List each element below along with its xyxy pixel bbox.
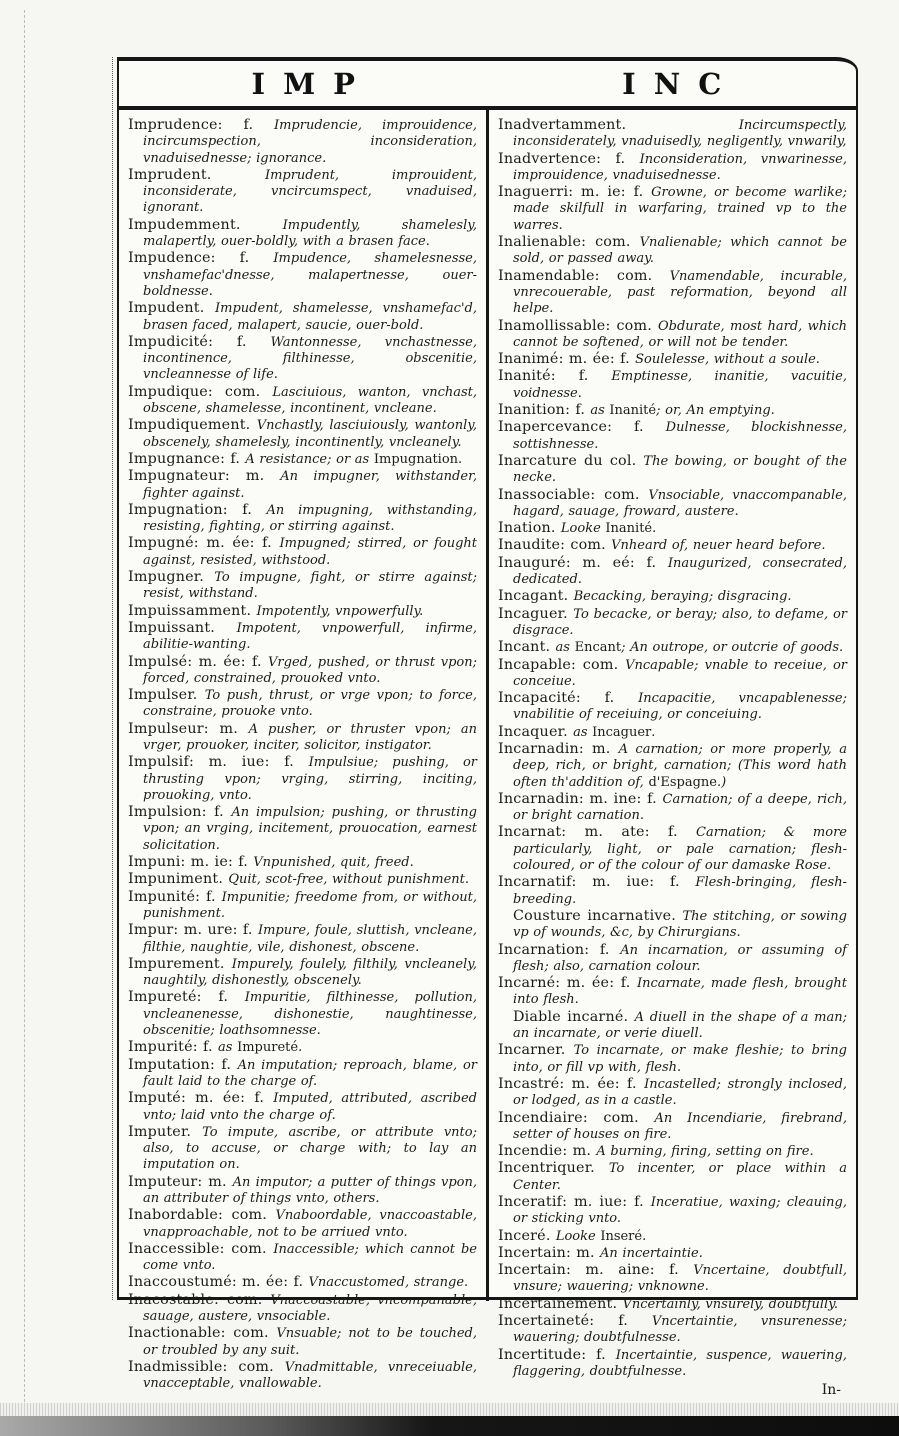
entry-definition: Inconsideration, vnwarinesse, improuidence, vnaduisednesse. xyxy=(513,151,847,183)
entry-definition: An incarnation, or assuming of flesh; also, carnation colour. xyxy=(513,942,847,974)
entry-headword: Incentriquer. xyxy=(498,1160,609,1177)
entry-definition: A pusher, or thruster vpon; an vrger, prouoker, inciter, solicitor, instigator. xyxy=(143,721,477,753)
entry-headword: Inauguré: m. eé: f. xyxy=(498,554,668,571)
dictionary-entry xyxy=(128,1174,477,1208)
entry-headword: Incendie: m. xyxy=(498,1143,597,1160)
entry-headword: Impuniment. xyxy=(128,871,229,888)
entry-definition: Imprudencie, improuidence, incircumspection, inconsideration, vnaduisednesse; ignorance. xyxy=(143,118,477,166)
entry-headword: Imputé: m. ée: f. xyxy=(128,1090,274,1107)
entry-headword: Inanimé: m. ée: f. xyxy=(498,351,636,368)
entry-headword: Incant. xyxy=(498,639,556,656)
entry-crossref: Inseré xyxy=(600,1228,643,1244)
entry-definition: An imputor; a putter of things vpon, an attributer of things vnto, others. xyxy=(143,1174,478,1206)
dictionary-entry xyxy=(128,603,477,620)
dictionary-entry xyxy=(128,167,477,217)
entry-definition: Incertaintie, suspence, wauering, flaggering, doubtfulnesse. xyxy=(513,1347,847,1379)
dictionary-entry xyxy=(128,889,477,923)
entry-headword: Inaccoustumé: m. ée: f. xyxy=(128,1274,309,1291)
entry-headword: Impugnance: f. xyxy=(128,450,246,467)
entry-definition: Looke xyxy=(560,521,606,537)
dictionary-entry xyxy=(498,1143,847,1160)
dictionary-entry xyxy=(498,1262,847,1296)
entry-definition: . xyxy=(458,451,463,467)
dictionary-entry xyxy=(128,300,477,334)
entry-definition: To push, thrust, or vrge vpon; to force, constraine, prouoke vnto. xyxy=(143,688,477,720)
entry-headword: Incapable: com. xyxy=(498,656,626,673)
entry-definition: The stitching, or sowing vp of wounds, &c, by Chirurgians. xyxy=(513,908,847,941)
entry-definition: Incapacitie, vncapablenesse; vnabilitie of receiuing, or conceiuing. xyxy=(513,691,847,723)
entry-headword: Incarnation: f. xyxy=(498,941,621,958)
entry-definition: To incenter, or place within a Center. xyxy=(513,1161,847,1193)
entry-definition: Impulsiue; pushing, or thrusting vpon; vrging, stirring, inciting, prouoking, vnto. xyxy=(143,755,477,803)
dictionary-entry xyxy=(498,419,847,453)
entry-definition: ; or, An emptying. xyxy=(656,403,775,419)
entry-headword: Imputer. xyxy=(128,1123,203,1140)
entry-headword: Incertitude: f. xyxy=(498,1346,616,1363)
dictionary-entry xyxy=(128,1090,477,1124)
entry-headword: Inassociable: com. xyxy=(498,486,649,503)
dictionary-entry xyxy=(128,384,477,418)
entry-definition: Soulelesse, without a soule. xyxy=(635,352,820,368)
entry-definition: Growne, or become warlike; made skilfull in warfaring, trained vp to the warres. xyxy=(513,185,847,233)
entry-definition: Impudently, shamelesly, malapertly, ouer-boldly, with a brasen face. xyxy=(143,217,477,250)
entry-definition: A resistance; or as xyxy=(245,451,374,467)
entry-definition: Vnaccoastable, vncompanable, sauage, austere, vnsociable. xyxy=(143,1292,477,1325)
column-right xyxy=(489,110,856,1399)
entry-definition: . xyxy=(651,724,656,740)
entry-definition: . xyxy=(652,521,657,537)
column-left xyxy=(119,110,489,1392)
entry-headword: Incaquer. xyxy=(498,723,574,740)
entry-headword: Impulseur: m. xyxy=(128,720,249,737)
entry-headword: Impudicité: f. xyxy=(128,333,271,350)
entry-definition: An impugner, withstander, fighter against. xyxy=(143,469,477,501)
entry-headword: Incapacité: f. xyxy=(498,690,639,707)
entry-headword: Inadmissible: com. xyxy=(128,1358,285,1375)
entry-headword: Incagant. xyxy=(498,588,574,605)
column-left-entries xyxy=(128,117,477,1393)
entry-definition: Carnation; of a deepe, rich, or bright carnation. xyxy=(513,791,847,824)
entry-crossref: Incaguer xyxy=(592,724,652,740)
entry-crossref: Encant xyxy=(574,640,622,656)
entry-headword: Impugner. xyxy=(128,569,215,586)
dictionary-entry xyxy=(498,1347,847,1381)
dictionary-entry xyxy=(128,334,477,384)
entry-headword: Inadvertamment. xyxy=(498,117,739,133)
entry-headword: Impudiquement. xyxy=(128,417,257,434)
entry-headword: Impuissant. xyxy=(128,619,237,636)
dictionary-entry xyxy=(498,1313,847,1347)
dictionary-entry xyxy=(128,1057,477,1091)
entry-headword: Inalienable: com. xyxy=(498,234,640,251)
entry-definition: Inaccessible; which cannot be come vnto. xyxy=(143,1241,477,1274)
catchword: In- xyxy=(821,1382,841,1399)
dictionary-entry xyxy=(498,184,847,234)
entry-headword: Impugnation: f. xyxy=(128,501,267,518)
entry-headword: Impulser. xyxy=(128,687,205,704)
dictionary-entry xyxy=(128,117,477,167)
entry-headword: Imprudence: f. xyxy=(128,117,274,133)
entry-headword: Impugné: m. ée: f. xyxy=(128,535,280,552)
entry-definition: Incircumspectly, inconsiderately, vnaduisedly, negligently, vnwarily, xyxy=(513,118,847,150)
dictionary-entry xyxy=(498,234,847,268)
scan-bottom-dark-band-artifact xyxy=(0,1416,899,1436)
scan-edge-artifact xyxy=(24,10,25,1402)
entry-definition: Impugned; stirred, or fought against, resisted, withstood. xyxy=(143,536,477,568)
entry-headword: Imputation: f. xyxy=(128,1056,238,1073)
entry-headword: Impureté: f. xyxy=(128,989,245,1006)
dictionary-entry xyxy=(128,721,477,755)
dictionary-entry xyxy=(128,1241,477,1275)
entry-headword: Inabordable: com. xyxy=(128,1207,276,1224)
entry-definition: Imputed, attributed, ascribed vnto; laid vnto the charge of. xyxy=(143,1091,477,1123)
dictionary-entry xyxy=(128,250,477,300)
entry-definition: Quit, scot-free, without punishment. xyxy=(228,872,470,888)
entry-headword: Incaguer. xyxy=(498,605,574,622)
entry-headword: Incarnadin: m. ine: f. xyxy=(498,790,663,807)
dictionary-entry xyxy=(128,1274,477,1291)
entry-headword: Inceré. xyxy=(498,1227,556,1244)
dictionary-entry xyxy=(498,606,847,640)
entry-headword: Impulsif: m. iue: f. xyxy=(128,754,309,771)
dictionary-entry xyxy=(498,639,847,656)
entry-headword: Inamollissable: com. xyxy=(498,317,658,334)
entry-headword: Impulsion: f. xyxy=(128,804,232,821)
entry-definition: An impulsion; pushing, or thrusting vpon; an vrging, incitement, prouocation, earnest solicitation. xyxy=(143,805,477,853)
dictionary-entry xyxy=(128,535,477,569)
entry-headword: Incastré: m. ée: f. xyxy=(498,1075,645,1092)
entry-headword: Impuni: m. ie: f. xyxy=(128,854,254,871)
entry-definition: as xyxy=(555,640,575,656)
column-right-entries xyxy=(498,117,847,1380)
dictionary-entry xyxy=(498,351,847,368)
dictionary-entry xyxy=(128,1124,477,1174)
entry-definition: To impute, ascribe, or attribute vnto; also, to accuse, or charge with; to lay an imputation on. xyxy=(143,1124,477,1173)
text-columns xyxy=(119,110,856,1399)
entry-definition: To becacke, or beray; also, to defame, or disgrace. xyxy=(513,606,847,638)
dictionary-entry xyxy=(128,1359,477,1393)
entry-definition: Impuritie, filthinesse, pollution, vncleanenesse, dishonestie, naughtinesse, obscenitie; loathsomnesse. xyxy=(143,990,477,1039)
dictionary-entry xyxy=(498,874,847,908)
entry-headword: Inaccessible: com. xyxy=(128,1240,274,1257)
entry-definition: Inaugurized, consecrated, dedicated. xyxy=(513,555,847,588)
dictionary-entry xyxy=(128,754,477,804)
entry-definition: Impudent, shamelesse, vnshamefac'd, brasen faced, malapert, saucie, ouer-bold. xyxy=(143,301,477,333)
dictionary-entry xyxy=(128,451,477,468)
entry-definition: .) xyxy=(716,774,727,790)
entry-definition: A burning, firing, setting on fire. xyxy=(596,1144,814,1160)
dictionary-entry xyxy=(498,975,847,1009)
entry-headword: Inamendable: com. xyxy=(498,267,670,284)
entry-headword: Ination. xyxy=(498,520,561,537)
dictionary-entry xyxy=(498,1110,847,1144)
entry-headword: Incarné: m. ée: f. xyxy=(498,975,638,992)
entry-definition: Impurely, foulely, filthily, vncleanely, naughtily, dishonestly, obscenely. xyxy=(143,956,477,989)
dictionary-entry xyxy=(128,1292,477,1326)
entry-definition: Vnsociable, vnaccompanable, hagard, sauage, froward, austere. xyxy=(513,487,847,519)
entry-definition: Vnpunished, quit, freed. xyxy=(253,855,414,871)
entry-headword: Incarner. xyxy=(498,1042,574,1059)
entry-definition: Impunitie; freedome from, or without, punishment. xyxy=(143,889,477,921)
entry-headword: Impurité: f. xyxy=(128,1039,219,1056)
entry-headword: Inarcature du col. xyxy=(498,452,644,469)
dictionary-entry xyxy=(128,922,477,956)
dictionary-entry xyxy=(498,1042,847,1076)
entry-headword: Incendiaire: com. xyxy=(498,1109,655,1126)
entry-definition: An Incendiarie, firebrand, setter of houses on fire. xyxy=(513,1110,847,1142)
running-header xyxy=(119,61,856,110)
entry-definition: Vncertainly, vnsurely, doubtfully. xyxy=(622,1296,838,1312)
entry-headword: Incarnadin: m. xyxy=(498,740,619,757)
dictionary-entry xyxy=(128,1207,477,1241)
entry-headword: Incertainement. xyxy=(498,1295,623,1312)
dictionary-entry xyxy=(498,908,847,942)
entry-definition: The bowing, or bought of the necke. xyxy=(513,453,847,486)
printed-page-frame xyxy=(117,57,858,1399)
dictionary-entry xyxy=(498,1160,847,1194)
dictionary-entry xyxy=(498,942,847,976)
entry-definition: Vncapable; vnable to receiue, or conceiue. xyxy=(513,657,847,689)
dictionary-entry xyxy=(498,537,847,554)
entry-headword: Impudent. xyxy=(128,300,216,317)
dictionary-entry xyxy=(128,687,477,721)
entry-crossref: Inanité xyxy=(605,521,653,537)
dictionary-entry xyxy=(498,1228,847,1245)
dictionary-entry xyxy=(498,690,847,724)
entry-definition: Vnheard of, neuer heard before. xyxy=(611,538,826,554)
entry-definition: Vnadmittable, vnreceiuable, vnacceptable, vnallowable. xyxy=(143,1359,478,1392)
entry-headword: Incertain: m. xyxy=(498,1244,601,1261)
dictionary-entry xyxy=(498,724,847,741)
entry-headword: Inanité: f. xyxy=(498,368,612,385)
entry-headword: Impulsé: m. ée: f. xyxy=(128,653,269,670)
entry-definition: Vnalienable; which cannot be sold, or passed away. xyxy=(513,235,847,267)
entry-definition: Obdurate, most hard, which cannot be softened, or will not be tender. xyxy=(513,318,847,350)
entry-definition: Looke xyxy=(555,1228,601,1244)
dictionary-entry xyxy=(128,620,477,654)
entry-definition: Impotently, vnpowerfully. xyxy=(256,603,424,619)
scan-bottom-speckle-artifact xyxy=(0,1403,899,1416)
entry-headword: Impurement. xyxy=(128,955,232,972)
entry-headword: Incarnatif: m. iue: f. xyxy=(498,874,696,891)
entry-headword: Impudemment. xyxy=(128,216,283,233)
entry-definition: Vncertaine, doubtfull, vnsure; wauering; vnknowne. xyxy=(513,1263,847,1295)
entry-definition: Vrged, pushed, or thrust vpon; forced, constrained, prouoked vnto. xyxy=(143,654,477,686)
entry-definition: A diuell in the shape of a man; an incarnate, or verie diuell. xyxy=(513,1009,847,1042)
entry-definition: as xyxy=(218,1040,238,1056)
dictionary-entry xyxy=(498,520,847,537)
entry-definition: ; An outrope, or outcrie of goods. xyxy=(621,640,844,656)
dictionary-entry xyxy=(498,1194,847,1228)
entry-headword: Inaguerri: m. ie: f. xyxy=(498,184,652,201)
dictionary-entry xyxy=(498,117,847,151)
entry-definition: Vnaboordable, vnaccoastable, vnapproachable, not to be arriued vnto. xyxy=(143,1208,477,1240)
entry-crossref: d'Espagne xyxy=(648,774,717,790)
entry-headword: Inadvertence: f. xyxy=(498,150,640,167)
dictionary-entry xyxy=(128,871,477,888)
dictionary-entry xyxy=(498,588,847,605)
entry-headword: Inaudite: com. xyxy=(498,537,612,554)
running-header-left: IMP xyxy=(251,66,373,101)
dictionary-entry xyxy=(498,1009,847,1043)
entry-headword: Impugnateur: m. xyxy=(128,468,281,485)
entry-crossref: Inanité xyxy=(609,403,657,419)
entry-headword: Incertain: m. aine: f. xyxy=(498,1262,694,1279)
dictionary-entry xyxy=(128,569,477,603)
entry-definition: Incarnate, made flesh, brought into flesh. xyxy=(513,976,847,1008)
entry-definition: Lasciuious, wanton, vnchast, obscene, shamelesse, incontinent, vncleane. xyxy=(143,384,477,417)
entry-headword: Incertaineté: f. xyxy=(498,1313,652,1330)
entry-definition: Vnamendable, incurable, vnrecouerable, past reformation, beyond all helpe. xyxy=(513,268,848,317)
entry-definition: A carnation; or more properly, a deep, rich, or bright, carnation; (This word hath often th'addition of, xyxy=(513,741,847,790)
entry-definition: Inceratiue, waxing; cleauing, or sticking vnto. xyxy=(513,1195,847,1227)
entry-headword: Imprudent. xyxy=(128,166,265,183)
dictionary-entry xyxy=(498,741,847,791)
entry-definition: To impugne, fight, or stirre against; resist, withstand. xyxy=(143,570,477,602)
dictionary-entry xyxy=(498,791,847,825)
entry-headword: Impudique: com. xyxy=(128,383,273,400)
entry-definition: Vnchastly, lasciuiously, wantonly, obscenely, shamelesly, incontinently, vncleanely. xyxy=(143,418,477,450)
entry-headword: Impunité: f. xyxy=(128,888,222,905)
dictionary-entry xyxy=(128,854,477,871)
entry-headword: Inanition: f. xyxy=(498,402,591,419)
entry-headword: Cousture incarnative. xyxy=(513,907,683,924)
dictionary-entry xyxy=(128,654,477,688)
entry-definition: Dulnesse, blockishnesse, sottishnesse. xyxy=(513,420,847,452)
dictionary-entry xyxy=(128,956,477,990)
entry-definition: Incastelled; strongly inclosed, or lodged, as in a castle. xyxy=(513,1076,847,1109)
entry-headword: Inactionable: com. xyxy=(128,1325,277,1342)
dictionary-entry xyxy=(498,824,847,874)
entry-definition: Vnaccustomed, strange. xyxy=(308,1275,469,1291)
entry-headword: Inapercevance: f. xyxy=(498,419,666,436)
entry-crossref: Impureté xyxy=(237,1040,299,1056)
dictionary-entry xyxy=(498,657,847,691)
entry-headword: Imputeur: m. xyxy=(128,1173,233,1190)
dictionary-entry xyxy=(498,487,847,521)
entry-headword: Impur: m. ure: f. xyxy=(128,922,258,939)
dictionary-entry xyxy=(498,318,847,352)
running-header-right: INC xyxy=(622,66,740,101)
entry-headword: Diable incarné. xyxy=(513,1008,635,1025)
entry-definition: Wantonnesse, vnchastnesse, incontinence, filthinesse, obscenitie, vncleannesse of life. xyxy=(143,334,477,383)
entry-headword: Incarnat: m. ate: f. xyxy=(498,824,697,841)
entry-definition: . xyxy=(298,1040,303,1056)
dictionary-entry xyxy=(128,417,477,451)
dictionary-entry xyxy=(498,368,847,402)
entry-definition: Impure, foule, sluttish, vncleane, filthie, naughtie, vile, dishonest, obscene. xyxy=(143,923,477,955)
entry-headword: Inacostable: com. xyxy=(128,1291,271,1308)
dictionary-entry xyxy=(498,1296,847,1313)
entry-definition: Vncertaintie, vnsurenesse; wauering; doubtfulnesse. xyxy=(513,1314,847,1346)
dictionary-entry xyxy=(498,1245,847,1262)
dictionary-entry xyxy=(128,217,477,251)
entry-definition: Impotent, vnpowerfull, infirme, abilitie-wanting. xyxy=(143,620,478,653)
dictionary-entry xyxy=(498,453,847,487)
entry-definition: Vnsuable; not to be touched, or troubled by any suit. xyxy=(143,1326,477,1358)
dictionary-entry xyxy=(128,468,477,502)
entry-definition: To incarnate, or make fleshie; to bring into, or fill vp with, flesh. xyxy=(513,1043,847,1075)
dictionary-entry xyxy=(128,1325,477,1359)
frame-outer-rule xyxy=(112,57,113,1300)
entry-definition: Emptinesse, inanitie, vacuitie, voidnesse. xyxy=(513,369,847,401)
entry-headword: Impudence: f. xyxy=(128,250,274,267)
dictionary-entry xyxy=(498,151,847,185)
dictionary-entry xyxy=(128,989,477,1039)
dictionary-entry xyxy=(128,502,477,536)
entry-crossref: Impugnation xyxy=(373,451,459,467)
dictionary-entry xyxy=(128,1039,477,1056)
entry-definition: as xyxy=(573,724,593,740)
entry-definition: An incertaintie. xyxy=(600,1245,703,1261)
entry-definition: Impudence, shamelesnesse, vnshamefac'dnesse, malapertnesse, ouer-boldnesse. xyxy=(143,251,477,299)
entry-definition: Flesh-bringing, flesh-breeding. xyxy=(513,875,847,907)
entry-definition: An impugning, withstanding, resisting, fighting, or stirring against. xyxy=(143,502,478,535)
entry-headword: Impuissamment. xyxy=(128,602,257,619)
entry-headword: Inceratif: m. iue: f. xyxy=(498,1194,651,1210)
entry-definition: An imputation; reproach, blame, or fault laid to the charge of. xyxy=(143,1057,477,1089)
dictionary-entry xyxy=(498,1076,847,1110)
entry-definition: as xyxy=(590,403,610,419)
entry-definition: Imprudent, improuident, inconsiderate, vncircumspect, vnaduised, ignorant. xyxy=(143,167,477,216)
dictionary-entry xyxy=(498,268,847,318)
dictionary-entry xyxy=(498,555,847,589)
dictionary-entry xyxy=(128,804,477,854)
entry-definition: Carnation; & more particularly, light, or pale carnation; flesh-coloured, or of the colour of our damaske Rose. xyxy=(513,825,847,874)
entry-definition: . xyxy=(642,1228,647,1244)
entry-definition: Becacking, beraying; disgracing. xyxy=(573,589,792,605)
dictionary-entry xyxy=(498,402,847,419)
